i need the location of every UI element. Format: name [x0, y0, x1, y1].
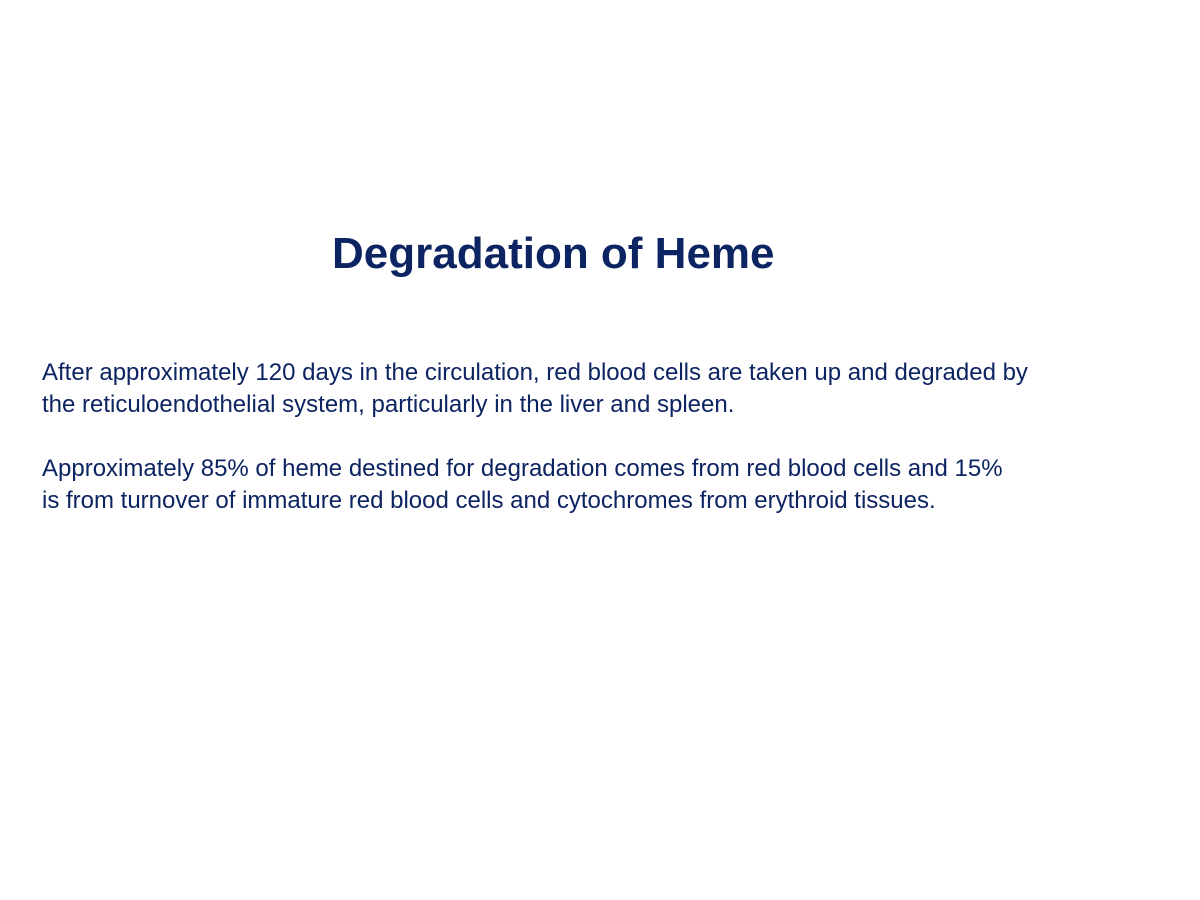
- paragraph-line: After approximately 120 days in the circulation, red blood cells are taken up and degraded by: [42, 359, 1028, 386]
- paragraph-heme-sources: [42, 453, 1162, 517]
- paragraph-rbc-lifespan: [42, 357, 1162, 421]
- slide-title: Degradation of Heme: [332, 229, 775, 278]
- paragraph-line: Approximately 85% of heme destined for degradation comes from red blood cells and 15%: [42, 455, 1003, 482]
- paragraph-line: is from turnover of immature red blood cells and cytochromes from erythroid tissues.: [42, 487, 936, 514]
- paragraph-line: the reticuloendothelial system, particularly in the liver and spleen.: [42, 391, 735, 418]
